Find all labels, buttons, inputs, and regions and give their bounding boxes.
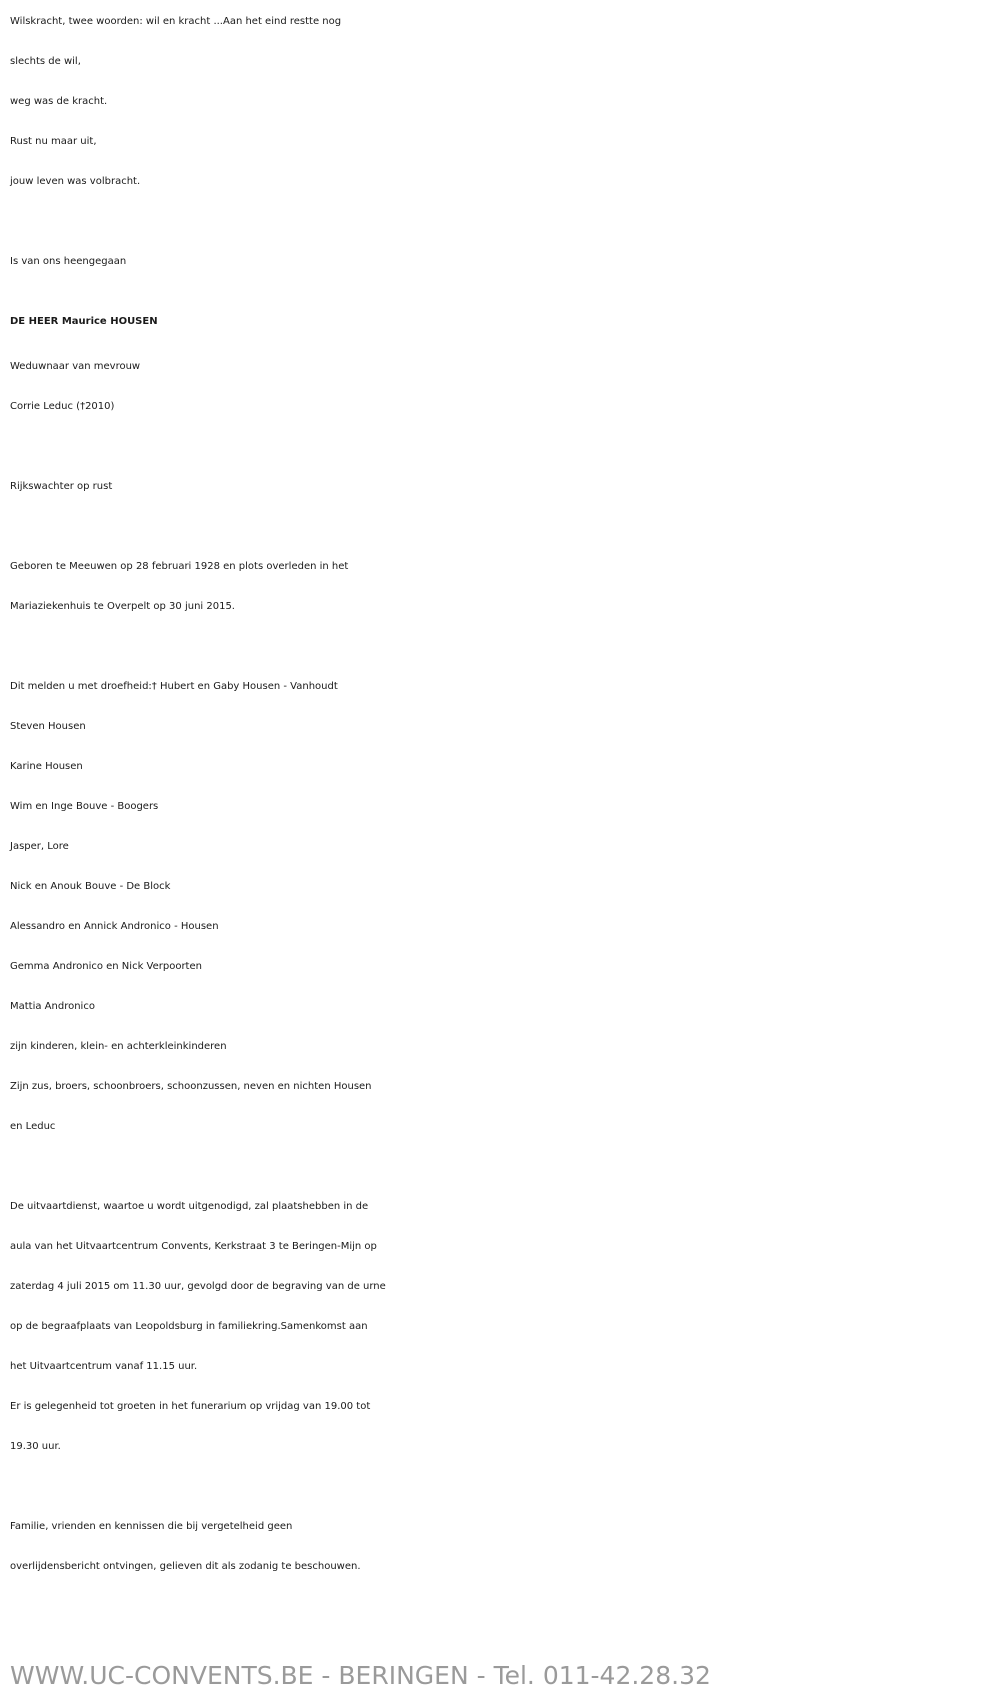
funeral-line: De uitvaartdienst, waartoe u wordt uitgenodigd, zal plaatshebben in de <box>10 1201 369 1212</box>
spacer <box>10 1147 995 1187</box>
deceased-name: DE HEER Maurice HOUSEN <box>10 316 158 327</box>
funeral-line: op de begraafplaats van Leopoldsburg in familiekring.Samenkomst aan <box>10 1321 368 1332</box>
closing-block <box>10 1507 995 1587</box>
family-line: Steven Housen <box>10 721 86 732</box>
spacer <box>10 507 995 547</box>
birth-death-line: Geboren te Meeuwen op 28 februari 1928 en plots overleden in het <box>10 561 349 572</box>
poem-line: Wilskracht, twee woorden: wil en kracht ...Aan het eind restte nog <box>10 16 342 27</box>
spacer <box>10 427 995 467</box>
funeral-line: het Uitvaartcentrum vanaf 11.15 uur. <box>10 1361 198 1372</box>
spacer <box>10 1467 995 1507</box>
family-line: zijn kinderen, klein- en achterkleinkinderen <box>10 1041 227 1052</box>
funeral-line: zaterdag 4 juli 2015 om 11.30 uur, gevolgd door de begraving van de urne <box>10 1281 386 1292</box>
family-line: en Leduc <box>10 1121 56 1132</box>
birth-death-block <box>10 547 995 627</box>
family-line: Dit melden u met droefheid:† Hubert en Gaby Housen - Vanhoudt <box>10 681 338 692</box>
family-line: Wim en Inge Bouve - Boogers <box>10 801 159 812</box>
closing-line: Familie, vrienden en kennissen die bij vergetelheid geen <box>10 1521 293 1532</box>
funeral-line: 19.30 uur. <box>10 1441 61 1452</box>
spacer <box>10 627 995 667</box>
widower-line: Weduwnaar van mevrouw <box>10 361 141 372</box>
poem-line: Rust nu maar uit, <box>10 136 97 147</box>
closing-line: overlijdensbericht ontvingen, gelieven dit als zodanig te beschouwen. <box>10 1561 361 1572</box>
family-line: Karine Housen <box>10 761 83 772</box>
poem-block <box>10 2 995 202</box>
family-line: Jasper, Lore <box>10 841 69 852</box>
family-line: Zijn zus, broers, schoonbroers, schoonzussen, neven en nichten Housen <box>10 1081 372 1092</box>
family-line: Nick en Anouk Bouve - De Block <box>10 881 171 892</box>
obituary-notice <box>10 2 995 1587</box>
spacer <box>10 202 995 242</box>
family-block <box>10 667 995 1147</box>
poem-line: weg was de kracht. <box>10 96 108 107</box>
birth-death-line: Mariaziekenhuis te Overpelt op 30 juni 2015. <box>10 601 235 612</box>
occupation-text: Rijkswachter op rust <box>10 481 113 492</box>
footer-contact: WWW.UC-CONVENTS.BE - BERINGEN - Tel. 011-42.28.32 <box>10 1661 711 1690</box>
funeral-line: Er is gelegenheid tot groeten in het funerarium op vrijdag van 19.00 tot <box>10 1401 371 1412</box>
funeral-block <box>10 1187 995 1467</box>
poem-line: jouw leven was volbracht. <box>10 176 141 187</box>
intro-text: Is van ons heengegaan <box>10 256 127 267</box>
poem-line: slechts de wil, <box>10 56 81 67</box>
funeral-line: aula van het Uitvaartcentrum Convents, Kerkstraat 3 te Beringen-Mijn op <box>10 1241 377 1252</box>
widower-line: Corrie Leduc (†2010) <box>10 401 115 412</box>
family-line: Gemma Andronico en Nick Verpoorten <box>10 961 202 972</box>
family-line: Alessandro en Annick Andronico - Housen <box>10 921 219 932</box>
widower-block <box>10 347 995 427</box>
family-line: Mattia Andronico <box>10 1001 95 1012</box>
